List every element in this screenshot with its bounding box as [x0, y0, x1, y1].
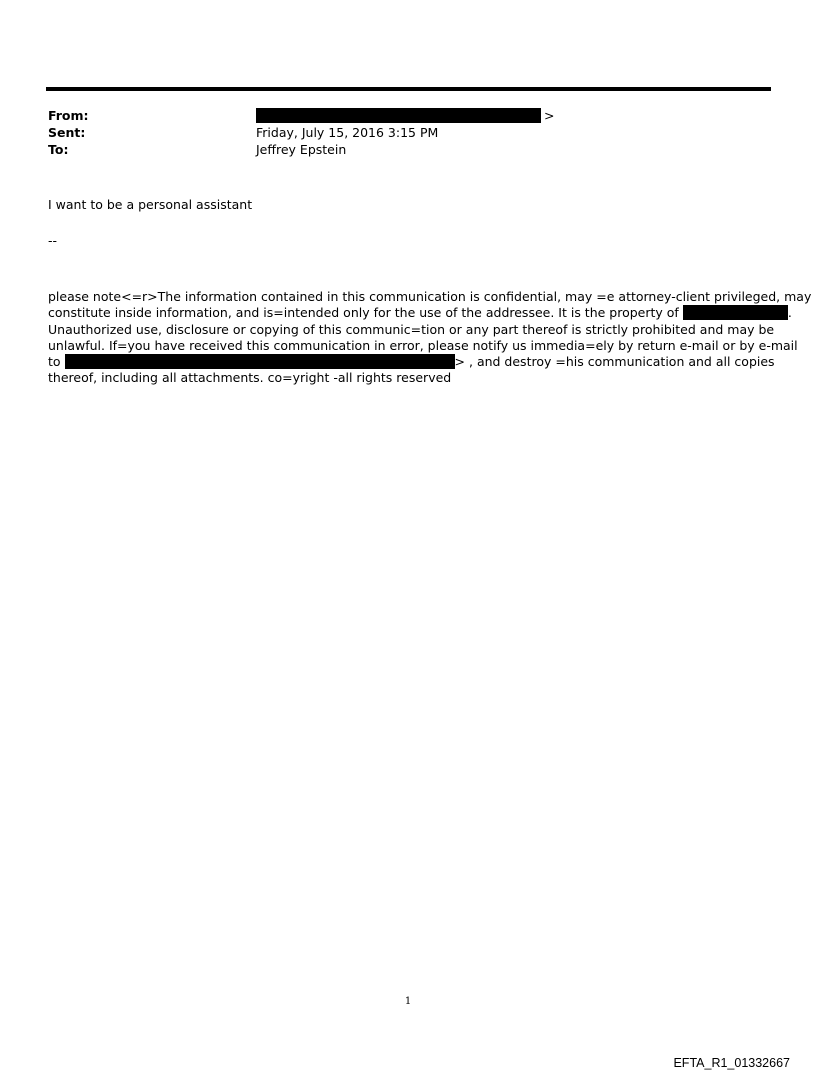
- from-label: From:: [48, 108, 89, 123]
- redaction-block: [683, 305, 788, 320]
- to-value: Jeffrey Epstein: [256, 142, 347, 157]
- from-value: [256, 108, 554, 124]
- redaction-block: [256, 108, 541, 123]
- disclaimer-line-text: > , and destroy =his communication and all copies: [454, 354, 775, 370]
- disclaimer-line: please note<=r>The information contained in this communication is confidential, may =e attorney-client privileged, may: [48, 289, 812, 304]
- sent-label: Sent:: [48, 125, 86, 140]
- disclaimer-line: unlawful. If=you have received this communication in error, please notify us immedia=ely by return e-mail or by e-mail: [48, 337, 798, 353]
- disclaimer-line-text: .: [787, 305, 792, 321]
- confidentiality-disclaimer: [48, 289, 812, 387]
- page-number: 1: [404, 996, 412, 1007]
- disclaimer-line-text: to: [48, 354, 61, 370]
- redaction-block: [65, 354, 455, 369]
- to-label: To:: [48, 142, 69, 157]
- from-suffix: >: [544, 108, 555, 123]
- document-id: EFTA_R1_01332667: [673, 1056, 790, 1070]
- message-text: I want to be a personal assistant: [48, 197, 253, 212]
- disclaimer-line: Unauthorized use, disclosure or copying of this communic=tion or any part thereof is strictly prohibited and may be: [48, 321, 775, 337]
- signature-separator: --: [48, 233, 58, 248]
- sent-value: Friday, July 15, 2016 3:15 PM: [256, 125, 439, 140]
- disclaimer-line: [48, 354, 778, 370]
- disclaimer-line: thereof, including all attachments. co=yright -all rights reserved: [48, 370, 452, 386]
- disclaimer-line-text: constitute inside information, and is=intended only for the use of the addressee. It is the property of: [48, 305, 679, 321]
- disclaimer-line: [48, 305, 792, 321]
- header-divider: [46, 87, 771, 91]
